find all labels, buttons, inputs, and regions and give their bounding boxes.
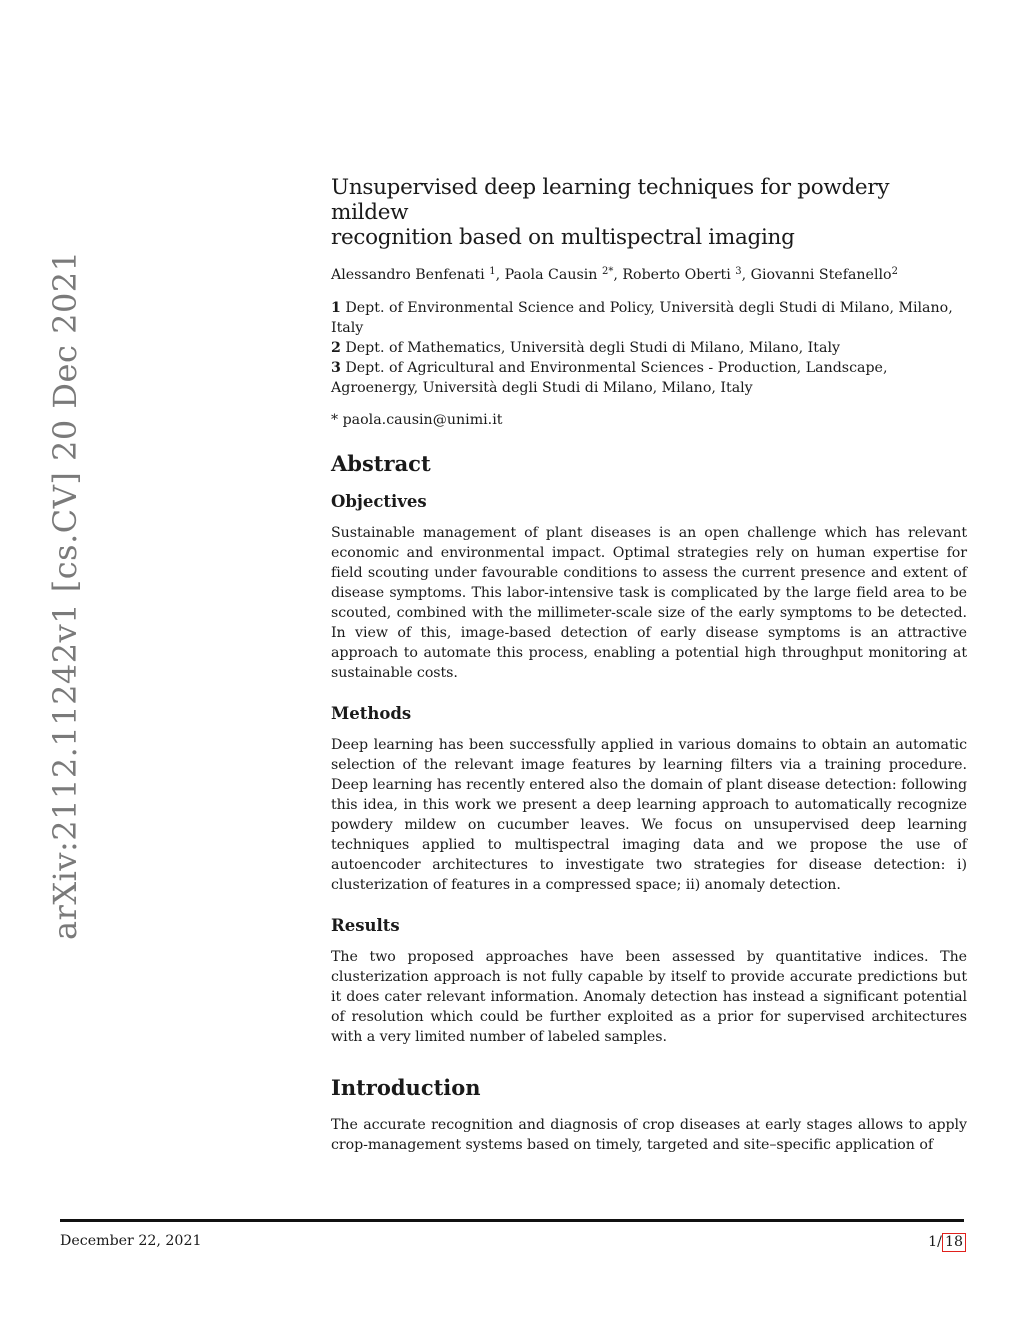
affiliation-text: Dept. of Agricultural and Environmental Sciences - Production, Landscape,	[345, 360, 888, 376]
title-line: recognition based on multispectral imaging	[331, 225, 795, 250]
text-line: Deep learning has been successfully applied in various domains to obtain an automatic	[331, 737, 967, 753]
text-line: field scouting under favourable conditions to assess the current presence and extent of	[331, 565, 967, 581]
affiliation-item	[331, 338, 967, 358]
author-name: Giovanni Stefanello	[750, 267, 892, 283]
introduction-paragraph	[331, 1115, 967, 1155]
text-line: scouted, combined with the millimeter-scale size of the early symptoms to be detected.	[331, 605, 967, 621]
affiliation-number: 1	[331, 300, 341, 316]
author-list: Alessandro Benfenati $^1$, Paola Causin $^{2*}$, Roberto Oberti $^3$, Giovanni Stefanello$^2$	[331, 266, 898, 283]
page-total-link[interactable]: 18	[942, 1233, 966, 1252]
objectives-heading: Objectives	[331, 492, 427, 511]
introduction-heading: Introduction	[331, 1075, 481, 1100]
text-line: Sustainable management of plant diseases is an open challenge which has relevant	[331, 525, 967, 541]
author-affiliation-mark: 2*	[601, 266, 614, 277]
text-line: economic and environmental impact. Optimal strategies rely on human expertise for	[331, 545, 967, 561]
methods-paragraph	[331, 735, 967, 895]
text-line: features in a compressed space; ii) anomaly detection.	[451, 877, 841, 893]
results-paragraph	[331, 947, 967, 1047]
author-affiliation-mark: 1	[489, 266, 496, 277]
text-line: architectures to investigate two strategies for disease detection: i) clusterization of	[331, 857, 967, 893]
affiliation-list	[331, 298, 967, 398]
affiliation-text: Dept. of Environmental Science and Policy, Università degli Studi di Milano, Milano,	[345, 300, 953, 316]
page-current: 1	[928, 1234, 938, 1250]
footer-divider	[60, 1219, 964, 1222]
author-name: Roberto Oberti	[622, 267, 731, 283]
text-line: approach to automate this process, enabling a potential high throughput monitoring at	[331, 645, 967, 661]
text-line: crop-management systems based on timely, targeted and site–specific application of	[331, 1137, 934, 1153]
text-line: Deep learning has recently entered also the domain of plant disease detection: following	[331, 777, 967, 793]
text-line: this idea, in this work we present a deep learning approach to automatically recognize	[331, 797, 967, 813]
affiliation-item	[331, 358, 967, 398]
page-separator: /	[937, 1234, 942, 1250]
affiliation-text: Dept. of Mathematics, Università degli Studi di Milano, Milano, Italy	[345, 340, 840, 356]
text-line: The accurate recognition and diagnosis of crop diseases at early stages allows to apply	[331, 1117, 967, 1133]
author-affiliation-mark: 3	[735, 266, 742, 277]
text-line: powdery mildew on cucumber leaves. We focus on unsupervised deep learning	[331, 817, 967, 833]
paper-title	[331, 175, 967, 250]
author-name: Alessandro Benfenati	[331, 267, 485, 283]
paper-first-page	[331, 175, 967, 1175]
text-line: clusterization approach is not fully capable by itself to provide accurate predictions but	[331, 969, 967, 985]
affiliation-item	[331, 298, 967, 338]
text-line: selection of the relevant image features by learning filters via a training procedure.	[331, 757, 967, 773]
affiliation-number: 2	[331, 340, 341, 356]
arxiv-identifier-stamp: arXiv:2112.11242v1 [cs.CV] 20 Dec 2021	[46, 250, 84, 940]
text-line: sustainable costs.	[331, 665, 458, 681]
text-line: The two proposed approaches have been assessed by quantitative indices. The	[331, 949, 967, 965]
author-affiliation-mark: 2	[891, 266, 898, 277]
text-line: techniques applied to multispectral imaging data and we propose the use of autoencoder	[331, 837, 967, 873]
text-line: it does cater relevant information. Anomaly detection has instead a significant potential	[331, 989, 967, 1005]
text-line: with a very limited number of labeled samples.	[331, 1029, 667, 1045]
affiliation-number: 3	[331, 360, 341, 376]
objectives-paragraph	[331, 523, 967, 683]
corresponding-email[interactable]: * paola.causin@unimi.it	[331, 412, 503, 428]
text-line: In view of this, image-based detection of early disease symptoms is an attractive	[331, 625, 967, 641]
abstract-heading: Abstract	[331, 451, 431, 476]
affiliation-text: Agroenergy, Università degli Studi di Milano, Milano, Italy	[331, 380, 753, 396]
page-number	[928, 1233, 966, 1252]
title-line: Unsupervised deep learning techniques for powdery mildew	[331, 175, 890, 225]
text-line: disease symptoms. This labor-intensive task is complicated by the large field area to be	[331, 585, 967, 601]
footer-date: December 22, 2021	[60, 1233, 202, 1249]
author-name: Paola Causin	[504, 267, 598, 283]
affiliation-text: Italy	[331, 320, 364, 336]
results-heading: Results	[331, 916, 400, 935]
text-line: of resolution which could be further exploited as a prior for supervised architectures	[331, 1009, 967, 1025]
methods-heading: Methods	[331, 704, 412, 723]
